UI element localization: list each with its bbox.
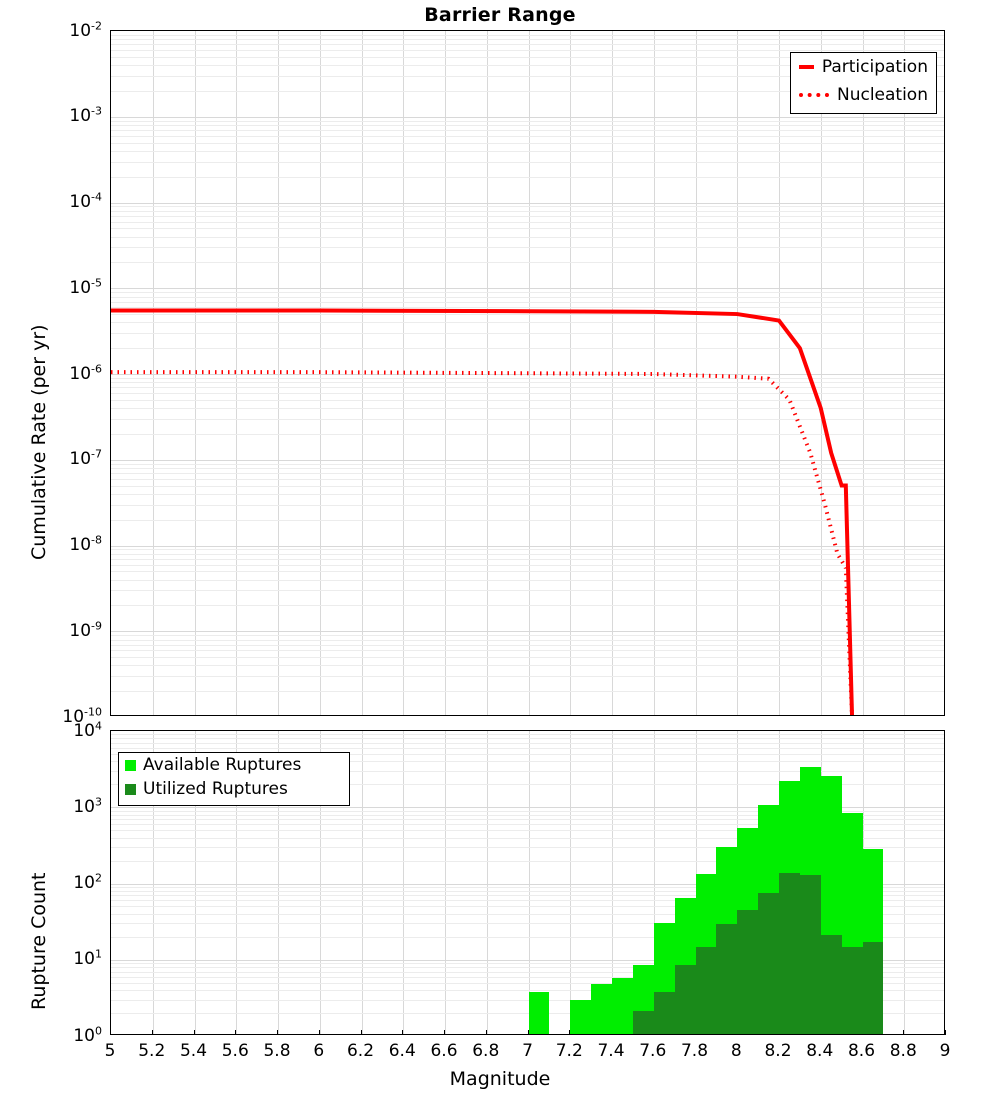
legend-label: Nucleation [836,85,928,105]
magnitude-axis-label: Magnitude [449,1068,551,1090]
grid-line [904,731,905,1034]
x-axis-tick-label: 6.6 [430,1041,458,1061]
bar-utilized-ruptures [758,893,779,1034]
x-axis-tick-label: 7.2 [555,1041,583,1061]
x-axis-tick-label: 6.2 [346,1041,375,1061]
bar-utilized-ruptures [633,1011,654,1034]
y-axis-tick-label: $10^4$ [73,719,102,741]
bar-utilized-ruptures [863,942,884,1034]
tick-mark [444,1030,445,1035]
bar-utilized-ruptures [842,947,863,1034]
tick-mark [152,1030,153,1035]
solid-line-icon [799,65,814,69]
bar-available-ruptures [570,1000,591,1034]
tick-mark [486,1030,487,1035]
x-axis-tick-label: 5.4 [179,1041,208,1061]
y-axis-tick-label: $10^{-6}$ [69,362,102,384]
bar-utilized-ruptures [716,924,737,1034]
tick-mark [945,1030,946,1035]
legend-label: Utilized Ruptures [143,779,288,799]
bar-legend [118,752,350,806]
bar-utilized-ruptures [737,910,758,1034]
tick-mark [903,1030,904,1035]
x-axis-tick-label: 7.6 [639,1041,667,1061]
grid-line [362,731,363,1034]
x-axis-tick-label: 7 [522,1041,533,1061]
y-axis-tick-label: $10^{-3}$ [69,104,102,127]
tick-mark [319,1030,320,1035]
grid-line [529,731,530,1034]
y-axis-tick-label: $10^{-7}$ [69,447,102,470]
series-nucleation [111,372,852,716]
x-axis-tick-label: 5 [104,1041,116,1061]
legend-item-utilized-ruptures [119,777,349,801]
x-axis-tick-label: 8.4 [806,1041,834,1061]
y-axis-tick-label: $10^{-8}$ [69,533,102,556]
y-axis-tick-label: $10^1$ [73,947,102,970]
bar-utilized-ruptures [654,992,675,1034]
dotted-line-icon [799,93,829,97]
legend-item-nucleation [791,81,936,109]
tick-mark [194,1030,195,1035]
y-axis-tick-label: $10^{-4}$ [69,190,102,213]
x-axis-tick-label: 8.2 [764,1041,792,1061]
cumulative-rate-plot [110,30,945,716]
bar-utilized-ruptures [779,873,800,1034]
x-axis-tick-label: 5.8 [263,1041,291,1061]
x-axis-tick-label: 6 [313,1041,325,1061]
x-axis-tick-label: 6.4 [388,1041,416,1061]
rupture-count-axis-label: Rupture Count [28,872,50,1010]
y-axis-tick-label: $10^3$ [73,795,102,818]
x-axis-tick-label: 7.4 [597,1041,625,1061]
tick-mark [402,1030,403,1035]
y-axis-tick-label: $10^{-10}$ [62,705,102,727]
grid-line [111,743,944,744]
legend-label: Available Ruptures [143,755,302,775]
bar-utilized-ruptures [821,935,842,1034]
x-axis-tick-label: 7.8 [680,1041,709,1061]
x-axis-tick-label: 8 [730,1041,742,1061]
available-swatch-icon [125,760,136,771]
grid-line [111,748,944,749]
tick-mark [110,1030,111,1035]
bar-available-ruptures [612,978,633,1034]
y-axis-tick-label: $10^{-9}$ [69,619,102,642]
x-axis-tick-label: 9 [939,1041,951,1061]
legend-item-participation [791,53,936,81]
utilized-swatch-icon [125,784,136,795]
y-axis-tick-label: $10^2$ [73,871,102,894]
x-axis-tick-label: 6.8 [472,1041,500,1061]
grid-line [445,731,446,1034]
grid-line [570,731,571,1034]
line-legend [790,52,937,114]
legend-label: Participation [821,57,928,77]
tick-mark [361,1030,362,1035]
grid-line [111,738,944,739]
y-axis-tick-label: $10^{-2}$ [69,19,102,41]
tick-mark [235,1030,236,1035]
y-axis-tick-label: $10^0$ [73,1024,102,1046]
legend-item-available-ruptures [119,753,349,777]
tick-mark [277,1030,278,1035]
x-axis-tick-label: 8.8 [889,1041,917,1061]
grid-line [111,734,944,735]
bar-available-ruptures [529,992,550,1034]
bar-utilized-ruptures [675,965,696,1034]
grid-line [487,731,488,1034]
x-axis-tick-label: 5.6 [221,1041,249,1061]
line-series-layer [111,31,945,716]
grid-line [403,731,404,1034]
x-axis-tick-label: 8.6 [847,1041,876,1061]
bar-utilized-ruptures [800,875,821,1034]
bar-utilized-ruptures [696,947,717,1034]
cumulative-rate-axis-label: Cumulative Rate (per yr) [28,324,50,560]
bar-available-ruptures [591,984,612,1034]
chart-title: Barrier Range [424,4,576,26]
y-axis-tick-label: $10^{-5}$ [69,276,102,299]
x-axis-tick-label: 5.2 [138,1041,166,1061]
